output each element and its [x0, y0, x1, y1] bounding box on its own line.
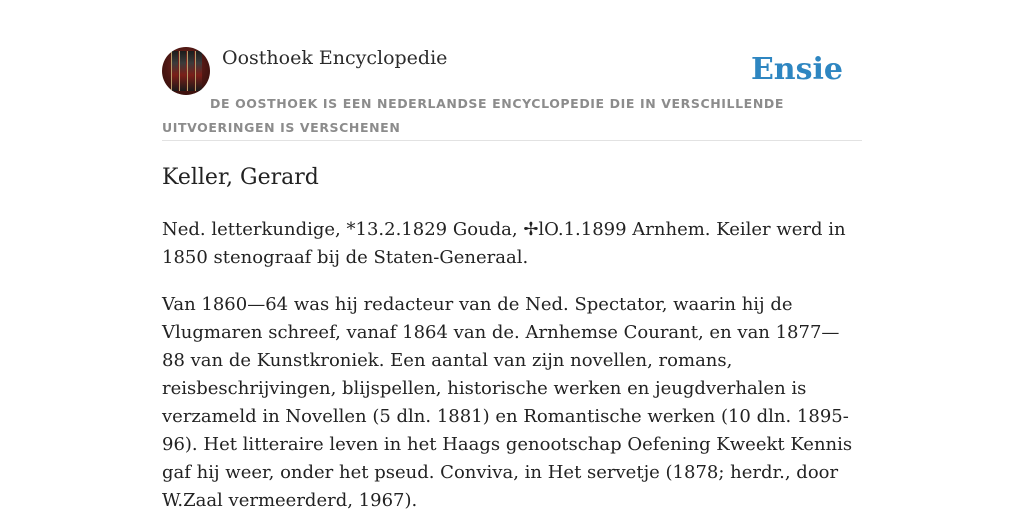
brand-logo[interactable]: Ensie: [750, 52, 843, 87]
encyclopedia-avatar[interactable]: [162, 47, 210, 95]
site-name-link[interactable]: Oosthoek Encyclopedie: [222, 47, 448, 69]
book-spines-icon: [171, 51, 178, 91]
site-header: [162, 44, 862, 141]
article-paragraph: Van 1860—64 was hij redacteur van de Ned. Spectator, waarin hij de Vlugmaren schreef, vanaf 1864 van de. Arnhemse Courant, en van 1877—88 van de Kunstkroniek. Een aantal van zijn novellen, romans, reisbeschrijvingen, blijspellen, historische werken en jeugdverhalen is verzameld in Novellen (5 dln. 1881) en Romantische werken (10 dln. 1895-96). Het litteraire leven in het Haags genootschap Oefening Kweekt Kennis gaf hij weer, onder het pseud. Conviva, in Het servetje (1878; herdr., door W.Zaal vermeerderd, 1967).: [162, 294, 853, 511]
site-tagline: DE OOSTHOEK IS EEN NEDERLANDSE ENCYCLOPEDIE DIE IN VERSCHILLENDE UITVOERINGEN IS VERSCHENEN: [162, 96, 784, 135]
book-spine: [187, 51, 194, 91]
article-title: Keller, Gerard: [162, 165, 319, 190]
article: [162, 162, 862, 512]
article-paragraph: Ned. letterkundige, *13.2.1829 Gouda, ✢lO.1.1899 Arnhem. Keiler werd in 1850 stenograaf bij de Staten-Generaal.: [162, 219, 846, 268]
book-spine: [179, 51, 186, 91]
book-spine: [195, 51, 202, 91]
